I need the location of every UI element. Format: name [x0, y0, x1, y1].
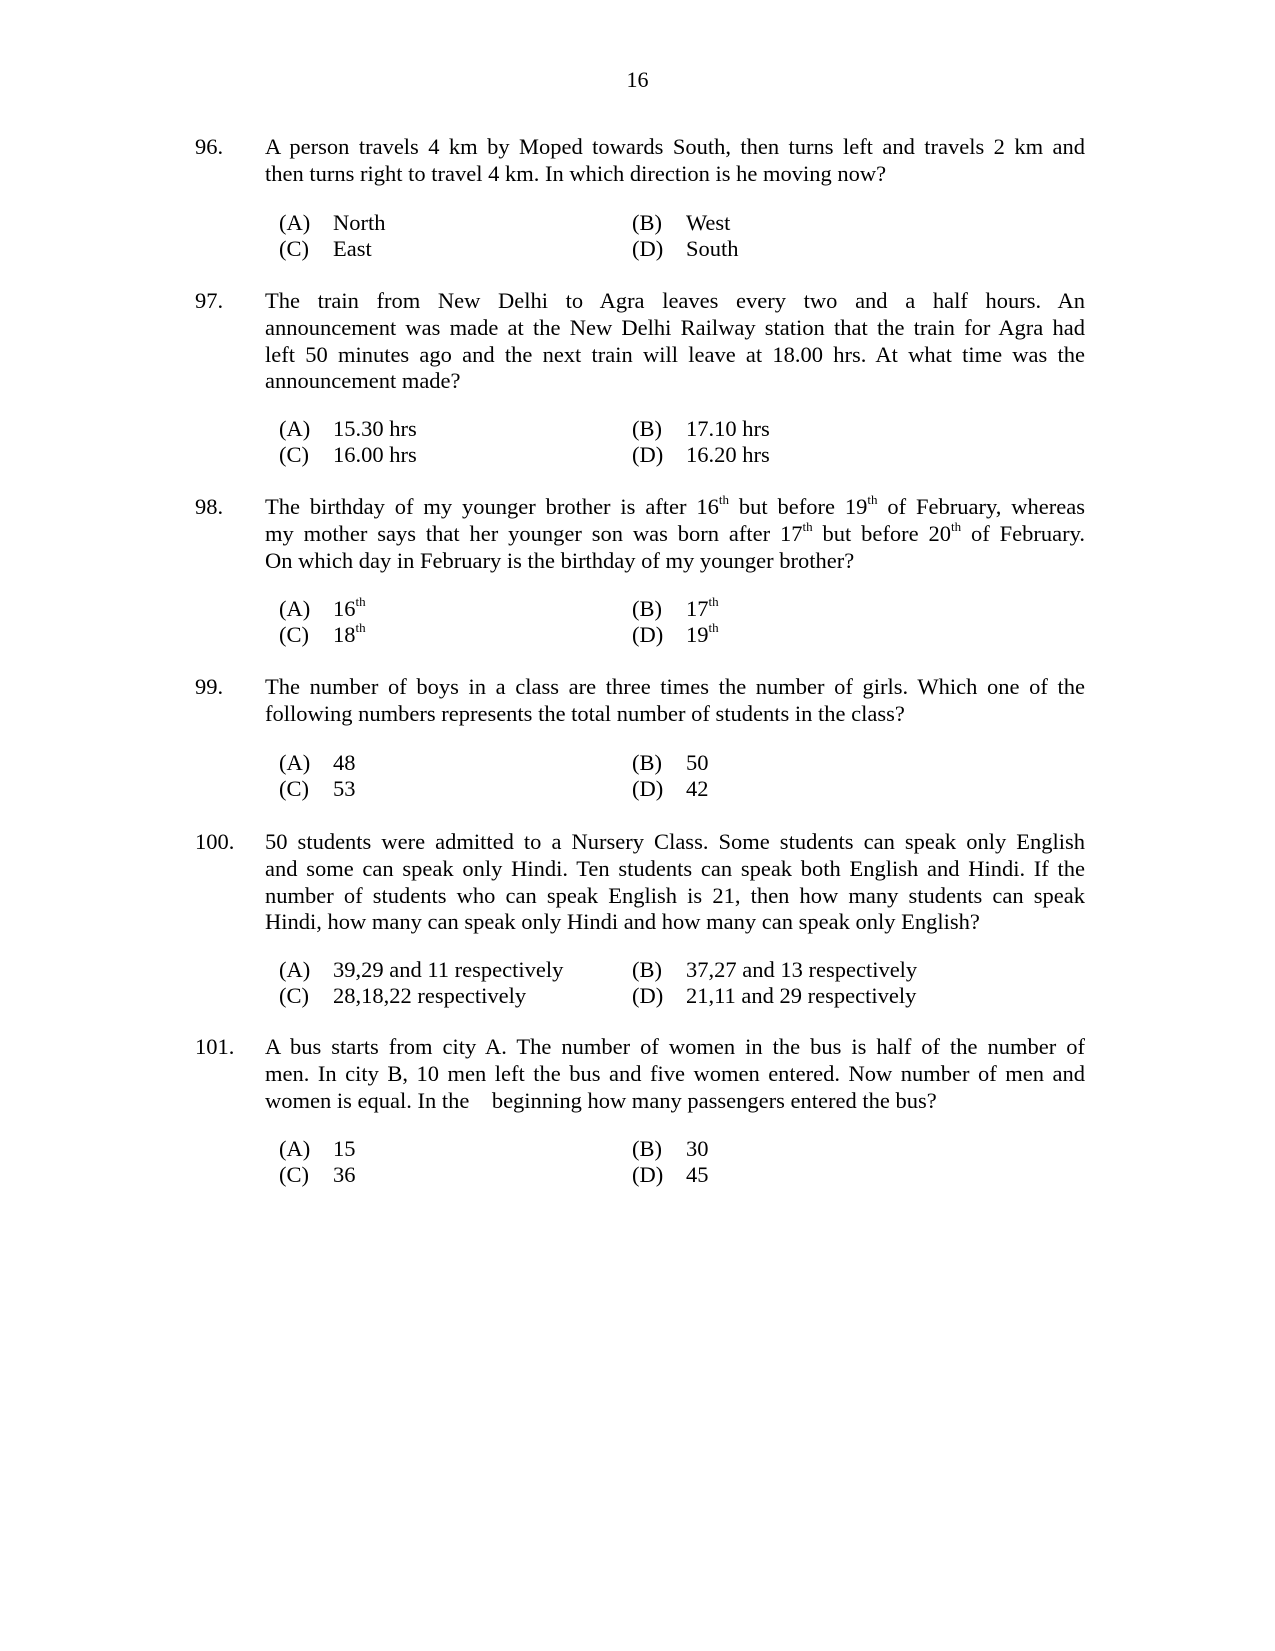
- option-a: [279, 210, 386, 237]
- option-b: [632, 1136, 709, 1163]
- option-d: [632, 1162, 709, 1189]
- question-line: On which day in February is the birthday of my younger brother?: [265, 547, 855, 573]
- option-c: [279, 442, 417, 469]
- option-letter: (C): [279, 1162, 309, 1187]
- ordinal-suffix: th: [708, 594, 719, 609]
- option-letter: (D): [632, 442, 664, 467]
- question-line: A bus starts from city A. The number of women in the bus is half of the number of: [265, 1034, 1085, 1059]
- option-text: 53: [333, 776, 356, 801]
- option-letter: (D): [632, 236, 664, 261]
- option-letter: (A): [279, 1136, 311, 1161]
- option-letter: (D): [632, 776, 664, 801]
- option-text: 28,18,22 respectively: [333, 983, 527, 1008]
- option-b: [632, 210, 730, 237]
- option-letter: (D): [632, 622, 664, 647]
- question-text: [265, 1034, 1085, 1114]
- option-b: [632, 957, 917, 984]
- option-text: 16.20 hrs: [686, 442, 770, 467]
- option-c: [279, 622, 366, 649]
- option-text: 15: [333, 1136, 356, 1161]
- text-run: but before 20: [812, 520, 951, 546]
- option-b: [632, 596, 719, 623]
- question-number: 96.: [195, 134, 224, 159]
- option-a: [279, 416, 417, 443]
- option-text: 16.00 hrs: [333, 442, 417, 467]
- option-text: 42: [686, 776, 709, 801]
- option-b: [632, 750, 709, 777]
- question-line: [265, 518, 1085, 548]
- option-letter: (B): [632, 596, 662, 621]
- text-run: of February, whereas: [877, 494, 1085, 519]
- option-text: 48: [333, 750, 356, 775]
- question-line: The train from New Delhi to Agra leaves every two and a half hours. An: [265, 288, 1085, 313]
- option-c: [279, 236, 372, 263]
- text-run: of February.: [961, 520, 1085, 546]
- option-letter: (A): [279, 596, 311, 621]
- option-letter: (C): [279, 776, 309, 801]
- option-d: [632, 442, 770, 469]
- question-line: Hindi, how many can speak only Hindi and how many can speak only English?: [265, 909, 980, 935]
- question-line: [265, 494, 1085, 521]
- question-line: then turns right to travel 4 km. In which direction is he moving now?: [265, 160, 887, 186]
- option-letter: (B): [632, 210, 662, 235]
- option-text: 17.10 hrs: [686, 416, 770, 441]
- option-text: 36: [333, 1162, 356, 1187]
- text-run: but before 19: [729, 494, 868, 519]
- option-letter: (B): [632, 957, 662, 982]
- option-text: 30: [686, 1136, 709, 1161]
- option-letter: (A): [279, 210, 311, 235]
- question-number: 101.: [195, 1034, 235, 1059]
- option-text: 37,27 and 13 respectively: [686, 957, 918, 982]
- question-line: men. In city B, 10 men left the bus and five women entered. Now number of men and: [265, 1060, 1085, 1086]
- option-text: 39,29 and 11 respectively: [333, 957, 564, 982]
- question-line: number of students who can speak English is 21, then how many students can speak: [265, 882, 1085, 908]
- question-line: The number of boys in a class are three times the number of girls. Which one of the: [265, 674, 1085, 699]
- option-d: [632, 622, 719, 649]
- ordinal-suffix: th: [802, 518, 813, 534]
- question-text: [265, 134, 1085, 188]
- option-letter: (A): [279, 750, 311, 775]
- option-letter: (A): [279, 416, 311, 441]
- option-a: [279, 750, 356, 777]
- option-letter: (C): [279, 236, 309, 261]
- question-number: 97.: [195, 288, 224, 313]
- ordinal-suffix: th: [355, 594, 366, 609]
- option-a: [279, 596, 366, 623]
- question-line: women is equal. In the beginning how many passengers entered the bus?: [265, 1087, 937, 1113]
- ordinal-suffix: th: [950, 518, 962, 534]
- option-text: 19: [686, 622, 709, 647]
- question-text: [265, 494, 1085, 574]
- question-line: and some can speak only Hindi. Ten students can speak both English and Hindi. If the: [265, 855, 1085, 881]
- question-line: 50 students were admitted to a Nursery Class. Some students can speak only English: [265, 829, 1085, 854]
- question-line: following numbers represents the total number of students in the class?: [265, 700, 905, 726]
- option-text: North: [333, 210, 386, 235]
- option-d: [632, 776, 709, 803]
- option-text: 50: [686, 750, 709, 775]
- option-text: West: [686, 210, 731, 235]
- question-text: [265, 674, 1085, 728]
- option-c: [279, 776, 356, 803]
- option-text: 21,11 and 29 respectively: [686, 983, 917, 1008]
- ordinal-suffix: th: [708, 620, 719, 635]
- option-c: [279, 1162, 356, 1189]
- question-number: 100.: [195, 829, 235, 854]
- option-text: 17: [686, 596, 709, 621]
- option-letter: (A): [279, 957, 311, 982]
- text-run: my mother says that her younger son was born after 17: [265, 520, 803, 546]
- option-text: 16: [333, 596, 356, 621]
- option-letter: (B): [632, 1136, 662, 1161]
- option-text: 18: [333, 622, 356, 647]
- option-letter: (C): [279, 983, 309, 1008]
- option-letter: (B): [632, 750, 662, 775]
- option-text: East: [333, 236, 372, 261]
- question-text: [265, 288, 1085, 395]
- question-line: left 50 minutes ago and the next train will leave at 18.00 hrs. At what time was the: [265, 341, 1085, 367]
- option-text: 15.30 hrs: [333, 416, 417, 441]
- ordinal-suffix: th: [718, 492, 730, 507]
- option-c: [279, 983, 526, 1010]
- option-b: [632, 416, 770, 443]
- text-run: The birthday of my younger brother is after 16: [265, 494, 719, 519]
- option-letter: (B): [632, 416, 662, 441]
- question-line: announcement was made at the New Delhi Railway station that the train for Agra had: [265, 314, 1085, 340]
- question-text: [265, 829, 1085, 936]
- question-line: announcement made?: [265, 368, 461, 394]
- ordinal-suffix: th: [867, 492, 878, 507]
- question-line: A person travels 4 km by Moped towards South, then turns left and travels 2 km and: [265, 134, 1085, 159]
- question-number: 98.: [195, 494, 224, 519]
- option-letter: (D): [632, 983, 664, 1008]
- option-letter: (C): [279, 622, 309, 647]
- question-number: 99.: [195, 674, 224, 699]
- option-d: [632, 983, 916, 1010]
- option-a: [279, 957, 563, 984]
- option-letter: (D): [632, 1162, 664, 1187]
- option-text: 45: [686, 1162, 709, 1187]
- option-a: [279, 1136, 356, 1163]
- option-letter: (C): [279, 442, 309, 467]
- ordinal-suffix: th: [355, 620, 366, 635]
- option-text: South: [686, 236, 739, 261]
- page-number: 16: [626, 67, 649, 92]
- option-d: [632, 236, 739, 263]
